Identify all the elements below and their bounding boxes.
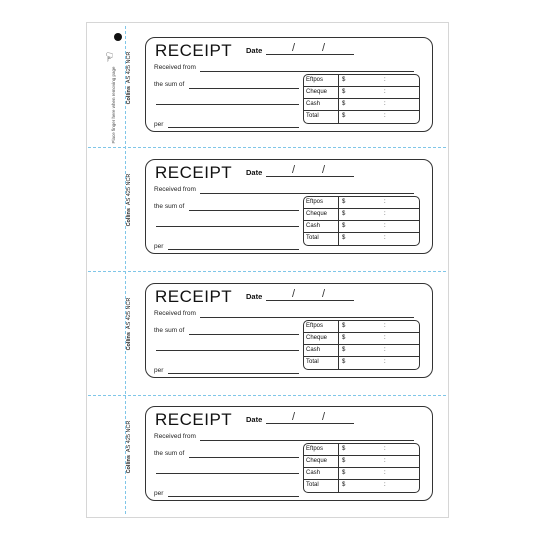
sum-of-field[interactable] (189, 88, 299, 89)
cents-separator: : (384, 347, 386, 353)
product-code: AS 425 NCR (126, 297, 132, 330)
removal-instruction: Place finger here when removing page (111, 66, 116, 144)
product-code: AS 425 NCR (126, 420, 132, 453)
receipt-form (145, 159, 433, 254)
payment-row[interactable] (304, 357, 419, 369)
payment-method-label: Eftpos (304, 444, 339, 455)
sum-of-field-line-2[interactable] (156, 226, 299, 227)
brand-label (126, 419, 136, 475)
sum-of-field-line-2[interactable] (156, 104, 299, 105)
payment-method-table (303, 443, 420, 493)
date-label: Date (246, 415, 263, 424)
dollar-symbol: $ (342, 359, 346, 365)
cents-separator: : (384, 470, 386, 476)
dollar-symbol: $ (342, 335, 346, 341)
brand-name: Collins (126, 332, 132, 351)
payment-method-label: Eftpos (304, 197, 339, 208)
payment-row[interactable] (304, 233, 419, 245)
payment-row[interactable] (304, 197, 419, 209)
dollar-symbol: $ (342, 101, 346, 107)
payment-method-label: Total (304, 357, 339, 369)
per-field[interactable] (168, 249, 299, 250)
payment-row[interactable] (304, 480, 419, 492)
dollar-symbol: $ (342, 458, 346, 464)
payment-row[interactable] (304, 87, 419, 99)
payment-method-label: Cheque (304, 209, 339, 220)
payment-method-label: Cheque (304, 333, 339, 344)
product-code: AS 425 NCR (126, 51, 132, 84)
horizontal-perforation (88, 395, 446, 396)
cents-separator: : (384, 335, 386, 341)
dollar-symbol: $ (342, 89, 346, 95)
dollar-symbol: $ (342, 482, 346, 488)
brand-label (126, 296, 136, 352)
date-field[interactable] (266, 54, 354, 55)
per-field[interactable] (168, 496, 299, 497)
per-label: per (154, 367, 164, 374)
received-from-label: Received from (154, 64, 196, 71)
dollar-symbol: $ (342, 470, 346, 476)
payment-method-table (303, 74, 420, 124)
date-separator: / (322, 42, 326, 54)
date-label: Date (246, 292, 263, 301)
horizontal-perforation (88, 147, 446, 148)
per-field[interactable] (168, 127, 299, 128)
cents-separator: : (384, 101, 386, 107)
date-field[interactable] (266, 300, 354, 301)
receipt-form (145, 283, 433, 378)
sum-of-label: the sum of (154, 203, 185, 210)
payment-method-label: Cash (304, 99, 339, 110)
per-label: per (154, 490, 164, 497)
cents-separator: : (384, 482, 386, 488)
receipt-title: RECEIPT (155, 287, 233, 306)
receipt-form (145, 37, 433, 132)
cents-separator: : (384, 199, 386, 205)
receipt-title: RECEIPT (155, 410, 233, 429)
date-separator: / (292, 288, 296, 300)
dollar-symbol: $ (342, 113, 346, 119)
receipt-title: RECEIPT (155, 163, 233, 182)
payment-method-label: Total (304, 233, 339, 245)
cents-separator: : (384, 77, 386, 83)
date-separator: / (292, 164, 296, 176)
per-label: per (154, 243, 164, 250)
brand-label (126, 50, 136, 106)
per-label: per (154, 121, 164, 128)
received-from-field[interactable] (200, 317, 414, 318)
cents-separator: : (384, 211, 386, 217)
dollar-symbol: $ (342, 323, 346, 329)
payment-method-label: Cash (304, 468, 339, 479)
payment-method-table (303, 320, 420, 370)
sum-of-field[interactable] (189, 457, 299, 458)
date-separator: / (322, 164, 326, 176)
date-separator: / (322, 411, 326, 423)
dollar-symbol: $ (342, 77, 346, 83)
payment-method-table (303, 196, 420, 246)
cents-separator: : (384, 359, 386, 365)
dollar-symbol: $ (342, 446, 346, 452)
date-label: Date (246, 46, 263, 55)
payment-row[interactable] (304, 209, 419, 221)
receipt-title: RECEIPT (155, 41, 233, 60)
payment-row[interactable] (304, 333, 419, 345)
received-from-label: Received from (154, 310, 196, 317)
payment-row[interactable] (304, 99, 419, 111)
brand-name: Collins (126, 208, 132, 227)
payment-method-label: Eftpos (304, 321, 339, 332)
per-field[interactable] (168, 373, 299, 374)
payment-method-label: Cheque (304, 456, 339, 467)
received-from-label: Received from (154, 186, 196, 193)
date-field[interactable] (266, 176, 354, 177)
brand-name: Collins (126, 86, 132, 105)
horizontal-perforation (88, 271, 446, 272)
cents-separator: : (384, 235, 386, 241)
dollar-symbol: $ (342, 347, 346, 353)
pointing-hand-icon: ☜ (102, 51, 117, 63)
payment-method-label: Eftpos (304, 75, 339, 86)
payment-method-label: Total (304, 480, 339, 492)
date-label: Date (246, 168, 263, 177)
receipt-form (145, 406, 433, 501)
cents-separator: : (384, 458, 386, 464)
sum-of-field[interactable] (189, 210, 299, 211)
date-separator: / (292, 411, 296, 423)
cents-separator: : (384, 89, 386, 95)
payment-row[interactable] (304, 111, 419, 123)
payment-row[interactable] (304, 221, 419, 233)
date-separator: / (292, 42, 296, 54)
payment-row[interactable] (304, 75, 419, 87)
sum-of-label: the sum of (154, 327, 185, 334)
sum-of-field-line-2[interactable] (156, 350, 299, 351)
dollar-symbol: $ (342, 211, 346, 217)
brand-name: Collins (126, 455, 132, 474)
received-from-field[interactable] (200, 193, 414, 194)
sum-of-label: the sum of (154, 81, 185, 88)
payment-row[interactable] (304, 444, 419, 456)
sum-of-label: the sum of (154, 450, 185, 457)
binding-hole (114, 33, 122, 41)
cents-separator: : (384, 223, 386, 229)
sum-of-field[interactable] (189, 334, 299, 335)
received-from-label: Received from (154, 433, 196, 440)
date-separator: / (322, 288, 326, 300)
payment-method-label: Cash (304, 221, 339, 232)
sum-of-field-line-2[interactable] (156, 473, 299, 474)
payment-row[interactable] (304, 468, 419, 480)
payment-method-label: Cheque (304, 87, 339, 98)
payment-row[interactable] (304, 456, 419, 468)
received-from-field[interactable] (200, 440, 414, 441)
cents-separator: : (384, 113, 386, 119)
payment-row[interactable] (304, 321, 419, 333)
payment-method-label: Cash (304, 345, 339, 356)
payment-row[interactable] (304, 345, 419, 357)
brand-label (126, 172, 136, 228)
product-code: AS 425 NCR (126, 173, 132, 206)
cents-separator: : (384, 323, 386, 329)
payment-method-label: Total (304, 111, 339, 123)
dollar-symbol: $ (342, 235, 346, 241)
dollar-symbol: $ (342, 199, 346, 205)
date-field[interactable] (266, 423, 354, 424)
cents-separator: : (384, 446, 386, 452)
received-from-field[interactable] (200, 71, 414, 72)
dollar-symbol: $ (342, 223, 346, 229)
